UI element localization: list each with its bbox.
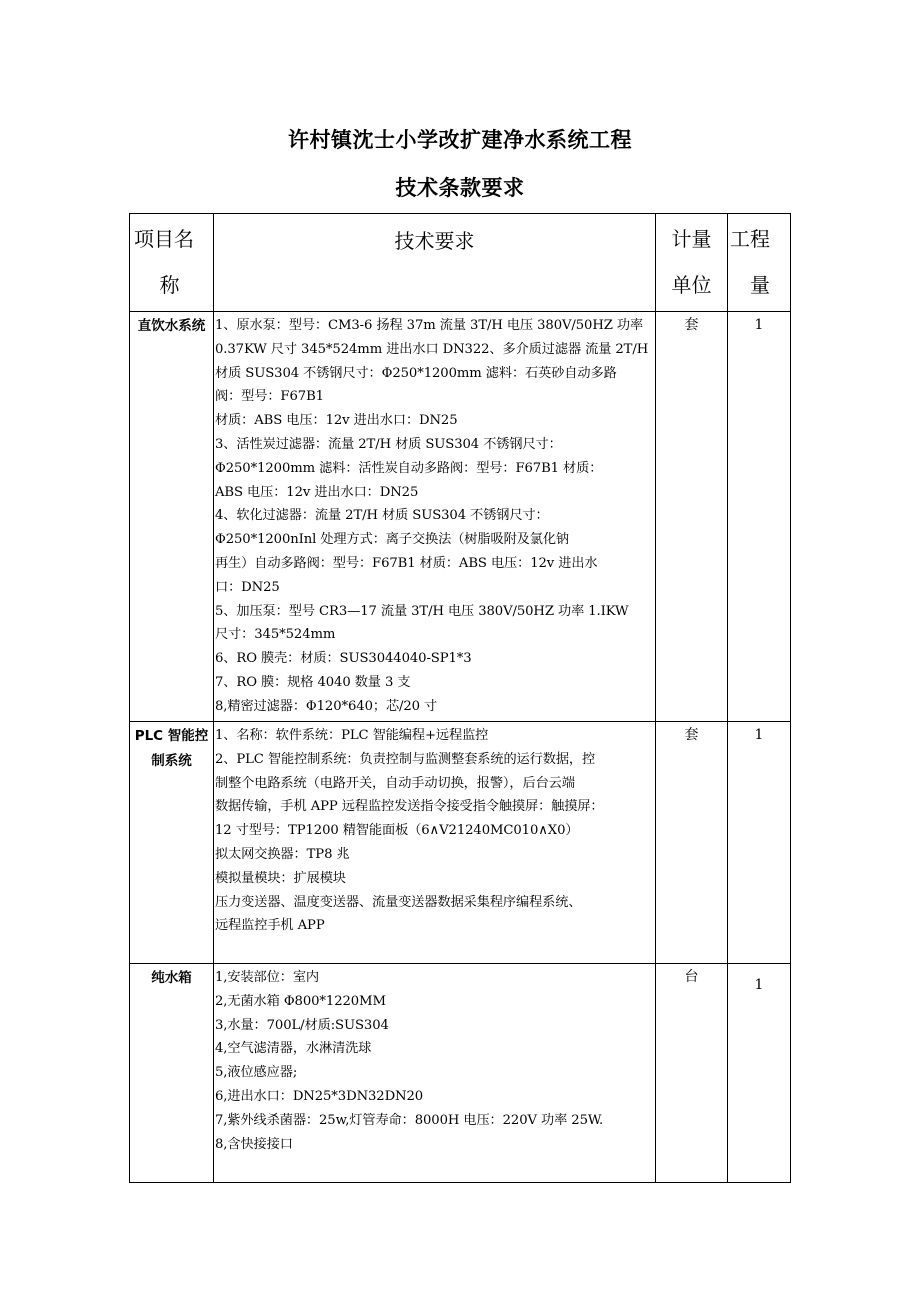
document-subtitle: 技术条款要求 xyxy=(395,176,525,200)
requirement-line: 2,无菌水箱 Φ800*1220MM xyxy=(215,993,386,1009)
requirement-line: Φ250*1200mm 滤料：活性炭自动多路阀：型号：F67B1 材质： xyxy=(215,460,603,476)
header-project-name-line2: 称 xyxy=(159,273,180,297)
requirement-line: 材质 SUS304 不锈钢尺寸：Φ250*1200mm 滤料：石英砂自动多路 xyxy=(215,365,617,381)
header-project-name-line1: 项目名 xyxy=(134,227,194,251)
row-name-line1: PLC 智能控 xyxy=(134,728,209,744)
requirement-line: 4,空气滤清器，水淋清洗球 xyxy=(215,1041,372,1057)
row-name-drinking-water-system: 直饮水系统 xyxy=(130,312,214,722)
header-quantity xyxy=(728,214,791,312)
table-row xyxy=(130,312,791,722)
header-unit xyxy=(656,214,728,312)
requirements-table xyxy=(129,213,791,1183)
requirement-line: 0.37KW 尺寸 345*524mm 进出水口 DN322、多介质过滤器 流量 2T/H xyxy=(215,341,649,357)
requirement-line: 1、原水泵：型号：CM3-6 扬程 37m 流量 3T/H 电压 380V/50HZ 功率 xyxy=(215,318,644,333)
requirement-line: 3、活性炭过滤器：流量 2T/H 材质 SUS304 不锈钢尺寸： xyxy=(215,436,562,452)
requirement-line: 6,进出水口：DN25*3DN32DN20 xyxy=(215,1088,424,1104)
requirement-line: 7,紫外线杀菌器：25w,灯管寿命：8000H 电压：220V 功率 25W. xyxy=(215,1112,604,1128)
requirement-line: 5,液位感应器; xyxy=(215,1065,298,1081)
row-name-line2: 制系统 xyxy=(151,753,192,769)
requirement-line: 5、加压泵：型号 CR3—17 流量 3T/H 电压 380V/50HZ 功率 1.IKW xyxy=(215,603,629,619)
row-quantity: 1 xyxy=(728,964,791,1183)
header-project-name xyxy=(130,214,214,312)
row-name-pure-water-tank: 纯水箱 xyxy=(130,964,214,1183)
requirement-line: 4、软化过滤器：流量 2T/H 材质 SUS304 不锈钢尺寸： xyxy=(215,508,549,524)
requirement-line: 口：DN25 xyxy=(215,579,280,595)
header-unit-line2: 单位 xyxy=(671,273,712,297)
requirement-line: 8,含快接接口 xyxy=(215,1136,293,1152)
requirement-line: 材质：ABS 电压：12v 进出水口：DN25 xyxy=(215,413,458,429)
requirement-line: 数据传输，手机 APP 远程监控发送指令接受指令触摸屏：触摸屏： xyxy=(215,799,604,815)
requirement-line: 制整个电路系统（电路开关，自动手动切换，报警），后台云端 xyxy=(215,775,575,791)
requirement-line: 再生）自动多路阀：型号：F67B1 材质：ABS 电压：12v 进出水 xyxy=(215,555,598,571)
row-quantity: 1 xyxy=(728,312,791,722)
requirement-line: 尺寸：345*524mm xyxy=(215,627,336,643)
row-requirements xyxy=(214,722,656,964)
row-name-plc-control-system xyxy=(130,722,214,964)
row-requirements xyxy=(214,964,656,1183)
requirement-line: ABS 电压：12v 进出水口：DN25 xyxy=(215,484,419,500)
header-quantity-line2: 量 xyxy=(750,273,770,297)
row-unit: 套 xyxy=(656,312,728,722)
requirement-line: 阀：型号：F67B1 xyxy=(215,389,324,405)
requirement-line: 压力变送器、温度变送器、流量变送器数据采集程序编程系统、 xyxy=(215,894,582,910)
header-quantity-line1: 工程 xyxy=(730,227,770,251)
requirement-line: 1、名称：软件系统：PLC 智能编程+远程监控 xyxy=(215,728,489,743)
header-requirements: 技术要求 xyxy=(214,214,656,312)
requirement-line: 拟太网交换器：TP8 兆 xyxy=(215,846,350,862)
requirement-line: 模拟量模块：扩展模块 xyxy=(215,870,346,886)
requirement-line: 1,安装部位：室内 xyxy=(215,970,319,985)
row-quantity: 1 xyxy=(728,722,791,964)
requirement-line: 8,精密过滤器：Φ120*640；芯/20 寸 xyxy=(215,698,438,714)
table-row xyxy=(130,964,791,1183)
requirement-line: 6、RO 膜壳：材质：SUS3044040-SP1*3 xyxy=(215,651,472,667)
requirement-line: 3,水量：700L/材质:SUS304 xyxy=(215,1017,389,1033)
requirement-line: Φ250*1200nInl 处理方式：离子交换法（树脂吸附及氯化钠 xyxy=(215,532,570,548)
requirement-line: 远程监控手机 APP xyxy=(215,918,325,934)
document-title: 许村镇沈士小学改扩建净水系统工程 xyxy=(288,128,632,152)
row-requirements xyxy=(214,312,656,722)
table-header-row xyxy=(130,214,791,312)
table-row xyxy=(130,722,791,964)
requirement-line: 2、PLC 智能控制系统：负责控制与监测整套系统的运行数据，控 xyxy=(215,751,596,767)
requirement-line: 12 寸型号：TP1200 精智能面板（6∧V21240MC010∧X0） xyxy=(215,823,579,839)
row-unit: 台 xyxy=(656,964,728,1183)
requirement-line: 7、RO 膜：规格 4040 数量 3 支 xyxy=(215,674,411,690)
row-unit: 套 xyxy=(656,722,728,964)
header-unit-line1: 计量 xyxy=(671,227,712,251)
